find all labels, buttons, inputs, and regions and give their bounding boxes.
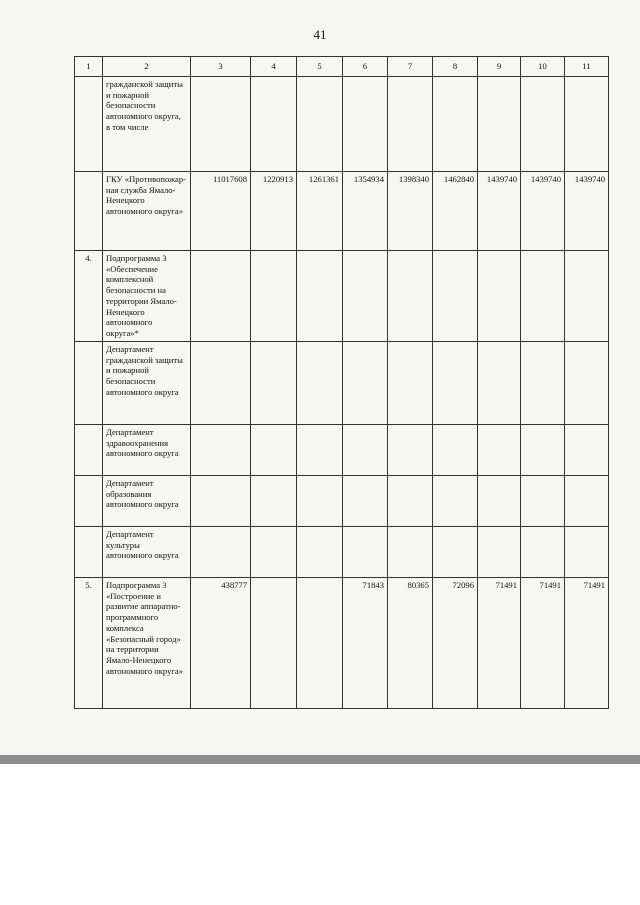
value-cell bbox=[433, 77, 478, 172]
value-cell bbox=[388, 77, 433, 172]
value-cell bbox=[297, 577, 343, 708]
value-cell bbox=[251, 77, 297, 172]
value-cell: 1439740 bbox=[565, 172, 609, 251]
table-row bbox=[75, 424, 609, 475]
header-cell: 5 bbox=[297, 57, 343, 77]
value-cell: 71491 bbox=[478, 577, 521, 708]
value-cell bbox=[388, 341, 433, 424]
value-cell bbox=[565, 475, 609, 526]
value-cell bbox=[297, 77, 343, 172]
table-row bbox=[75, 172, 609, 251]
table-row bbox=[75, 475, 609, 526]
value-cell bbox=[521, 251, 565, 342]
row-number-cell: 4. bbox=[75, 251, 103, 342]
value-cell bbox=[343, 475, 388, 526]
value-cell bbox=[478, 526, 521, 577]
value-cell bbox=[478, 341, 521, 424]
header-cell: 7 bbox=[388, 57, 433, 77]
value-cell bbox=[191, 475, 251, 526]
value-cell bbox=[433, 251, 478, 342]
row-number-cell: 5. bbox=[75, 577, 103, 708]
header-cell: 6 bbox=[343, 57, 388, 77]
value-cell bbox=[433, 526, 478, 577]
value-cell bbox=[191, 341, 251, 424]
value-cell bbox=[251, 577, 297, 708]
value-cell: 1439740 bbox=[521, 172, 565, 251]
value-cell bbox=[433, 475, 478, 526]
header-cell: 1 bbox=[75, 57, 103, 77]
value-cell bbox=[251, 526, 297, 577]
value-cell bbox=[251, 424, 297, 475]
value-cell: 438777 bbox=[191, 577, 251, 708]
value-cell bbox=[433, 341, 478, 424]
value-cell bbox=[297, 424, 343, 475]
value-cell bbox=[565, 251, 609, 342]
item-name-cell: Департамент культуры автономного округа bbox=[103, 526, 191, 577]
value-cell: 11017608 bbox=[191, 172, 251, 251]
value-cell bbox=[343, 77, 388, 172]
value-cell bbox=[565, 424, 609, 475]
header-cell: 4 bbox=[251, 57, 297, 77]
value-cell bbox=[343, 341, 388, 424]
value-cell bbox=[297, 475, 343, 526]
value-cell bbox=[297, 341, 343, 424]
value-cell bbox=[478, 475, 521, 526]
value-cell bbox=[191, 77, 251, 172]
value-cell bbox=[297, 526, 343, 577]
value-cell bbox=[343, 526, 388, 577]
table-row bbox=[75, 526, 609, 577]
header-cell: 11 bbox=[565, 57, 609, 77]
value-cell: 80365 bbox=[388, 577, 433, 708]
row-number-cell bbox=[75, 77, 103, 172]
row-number-cell bbox=[75, 341, 103, 424]
item-name-cell: ГКУ «Противопожар-ная служба Ямало-Ненецкого автономного округа» bbox=[103, 172, 191, 251]
value-cell bbox=[191, 424, 251, 475]
value-cell: 1439740 bbox=[478, 172, 521, 251]
row-number-cell bbox=[75, 172, 103, 251]
scan-edge bbox=[0, 755, 640, 764]
value-cell bbox=[343, 424, 388, 475]
value-cell bbox=[565, 526, 609, 577]
value-cell bbox=[433, 424, 478, 475]
item-name-cell: Департамент здравоохранения автономного округа bbox=[103, 424, 191, 475]
item-name-cell: Департамент гражданской защиты и пожарной безопасности автономного округа bbox=[103, 341, 191, 424]
page-number: 41 bbox=[313, 27, 327, 42]
budget-table bbox=[74, 56, 609, 709]
value-cell bbox=[478, 77, 521, 172]
value-cell bbox=[388, 526, 433, 577]
value-cell bbox=[521, 424, 565, 475]
value-cell: 71491 bbox=[521, 577, 565, 708]
item-name-cell: Подпрограмма 3 «Построение и развитие аппаратно-программного комплекса «Безопасный город» на территории Ямало-Ненецкого автономного округа» bbox=[103, 577, 191, 708]
row-number-cell bbox=[75, 424, 103, 475]
value-cell: 1261361 bbox=[297, 172, 343, 251]
header-cell: 8 bbox=[433, 57, 478, 77]
value-cell bbox=[388, 424, 433, 475]
value-cell bbox=[191, 526, 251, 577]
value-cell bbox=[521, 526, 565, 577]
value-cell bbox=[478, 251, 521, 342]
value-cell bbox=[343, 251, 388, 342]
value-cell: 72096 bbox=[433, 577, 478, 708]
value-cell bbox=[521, 341, 565, 424]
value-cell bbox=[565, 77, 609, 172]
value-cell: 71843 bbox=[343, 577, 388, 708]
value-cell bbox=[388, 475, 433, 526]
header-cell: 3 bbox=[191, 57, 251, 77]
table-row bbox=[75, 341, 609, 424]
value-cell: 1354934 bbox=[343, 172, 388, 251]
value-cell bbox=[251, 251, 297, 342]
table-row bbox=[75, 77, 609, 172]
value-cell bbox=[478, 424, 521, 475]
value-cell bbox=[251, 475, 297, 526]
value-cell: 1398340 bbox=[388, 172, 433, 251]
header-row bbox=[75, 57, 609, 77]
table-row bbox=[75, 577, 609, 708]
value-cell bbox=[297, 251, 343, 342]
value-cell bbox=[191, 251, 251, 342]
value-cell: 71491 bbox=[565, 577, 609, 708]
header-cell: 10 bbox=[521, 57, 565, 77]
value-cell bbox=[521, 475, 565, 526]
table-row bbox=[75, 251, 609, 342]
item-name-cell: Департамент образования автономного округа bbox=[103, 475, 191, 526]
row-number-cell bbox=[75, 526, 103, 577]
item-name-cell: Подпрограмма 3 «Обеспечение комплексной безопасности на территории Ямало-Ненецкого автономного округа»* bbox=[103, 251, 191, 342]
header-cell: 2 bbox=[103, 57, 191, 77]
value-cell bbox=[521, 77, 565, 172]
value-cell: 1462840 bbox=[433, 172, 478, 251]
value-cell: 1220913 bbox=[251, 172, 297, 251]
row-number-cell bbox=[75, 475, 103, 526]
header-cell: 9 bbox=[478, 57, 521, 77]
value-cell bbox=[565, 341, 609, 424]
item-name-cell: гражданской защиты и пожарной безопасности автономного округа, в том числе bbox=[103, 77, 191, 172]
value-cell bbox=[251, 341, 297, 424]
value-cell bbox=[388, 251, 433, 342]
